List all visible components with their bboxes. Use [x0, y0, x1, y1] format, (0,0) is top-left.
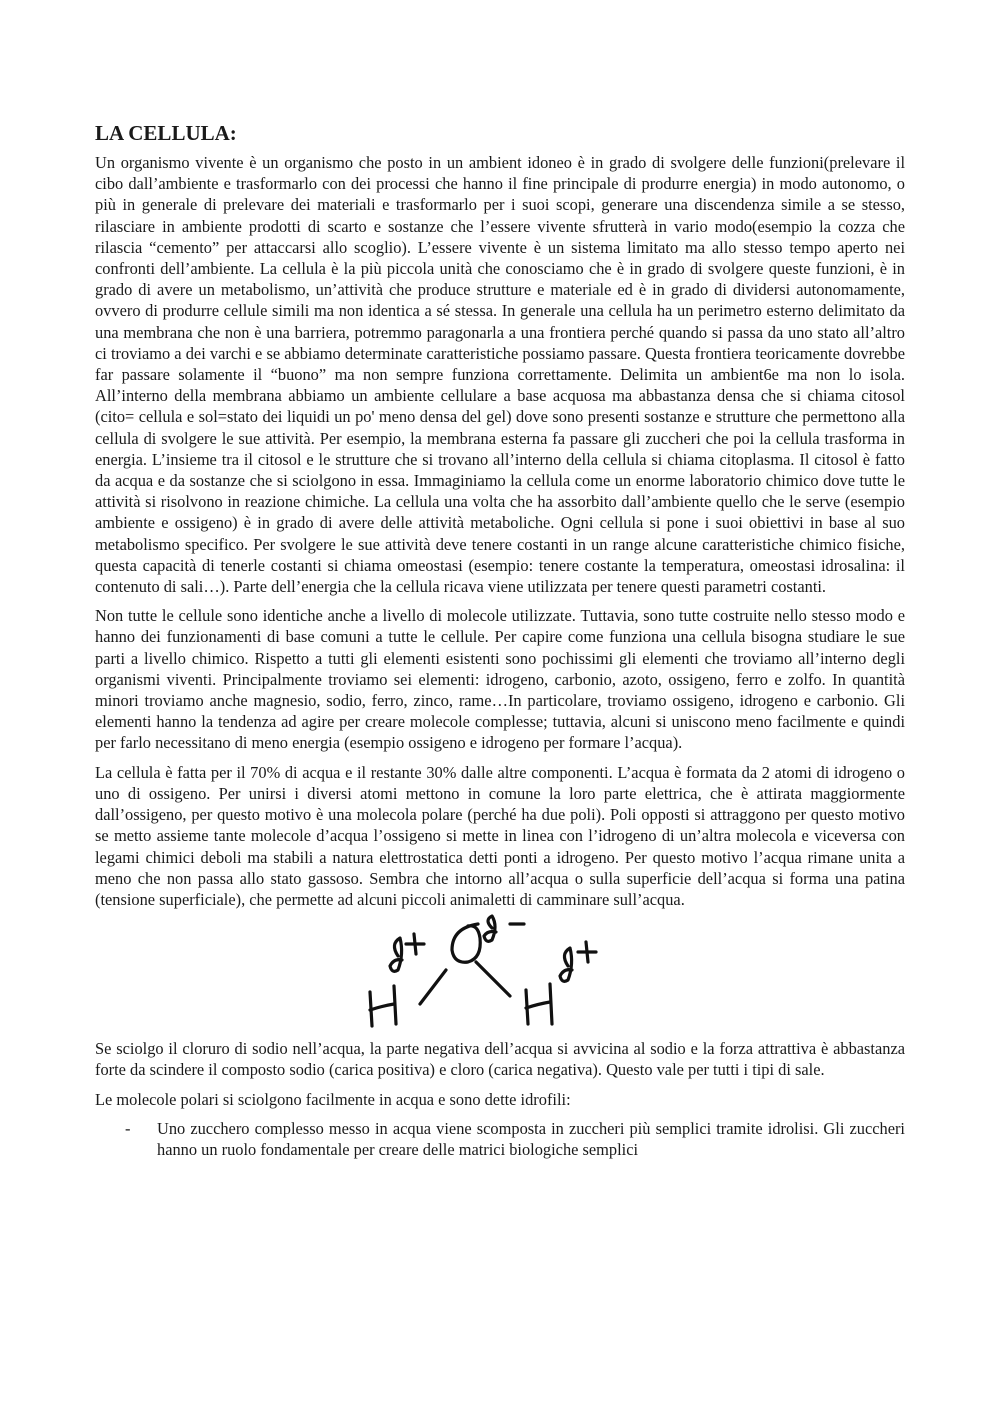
paragraph-4: Se sciolgo il cloruro di sodio nell’acqua, la parte negativa dell’acqua si avvicina al sodio e la forza attrattiva è abbastanza forte da scindere il composto sodio (carica positiva) e cloro (carica negativa). Questo vale per tutti i tipi di sale.: [95, 1039, 905, 1080]
paragraph-1: Un organismo vivente è un organismo che posto in un ambient idoneo è in grado di svolgere delle funzioni(prelevare il cibo dall’ambiente e trasformarlo con dei processi che hanno il fine principale di produrre energia) in modo autonomo, o più in generale di prelevare dei materiali e trasformarlo per i suoi scopi, generare una discendenza simile a se stesso, rilasciare in ambiente prodotti di scarto e sostanze che l’essere vivente sfrutterà in vario modo(esempio la cozza che rilascia “cemento” per attaccarsi allo scoglio). L’essere vivente è un sistema limitato ma allo stesso tempo aperto nei confronti dell’ambiente. La cellula è la più piccola unità che conosciamo che è in grado di svolgere queste funzioni, è in grado di avere un metabolismo, un’attività che produce strutture e materiale ed è in grado di dividersi autonomamente, ovvero di produrre cellule simili ma non identica a sé stessa. In generale una cellula ha un perimetro esterno delimitato da una membrana che non è una barriera, potremmo paragonarla a una frontiera perché quando si passa da uno stato all’altro ci troviamo a dei varchi e se abbiamo determinate caratteristiche possiamo passare. Questa frontiera teoricamente dovrebbe far passare solamente il “buono” ma non sempre funziona correttamente. Delimita un ambient6e ma non lo isola. All’interno della membrana abbiamo un ambiente cellulare a base acquosa ma abbastanza densa che si chiama citosol (cito= cellula e sol=stato dei liquidi un po' meno densa del gel) dove sono presenti sostanze e strutture che permettono alla cellula di svolgere le sue attività. Per esempio, la membrana esterna fa passare gli zuccheri che poi la cellula trasforma in energia. L’insieme tra il citosol e le strutture che si trovano all’interno della cellula si chiama citoplasma. Il citosol è fatto da acqua e da sostanze che si sciolgono in essa. Immaginiamo la cellula come un enorme laboratorio chimico dove tutte le attività si risolvono in reazione chimiche. La cellula una volta che ha assorbito dall’ambiente quello che le serve (esempio ambiente e ossigeno) è in grado di avere delle attività metaboliche. Ogni cellula si pone i suoi obiettivi in base al suo metabolismo specifico. Per svolgere le sue attività deve tenere costanti in un range alcune caratteristiche chimico fisiche, questa capacità di tenerle costanti si chiama omeostasi (esempio: tenere costante la temperatura, omeostasi idrosalina: il contenuto di sali…). Parte dell’energia che la cellula ricava viene utilizzata per tenere questi parametri costanti.: [95, 153, 905, 597]
document-title: LA CELLULA:: [95, 121, 237, 145]
list-item: [95, 1118, 905, 1160]
dash-bullet: -: [125, 1118, 131, 1138]
list-item-text: Uno zucchero complesso messo in acqua viene scomposta in zuccheri più semplici tramite idrolisi. Gli zuccheri hanno un ruolo fondamentale per creare delle matrici biologiche semplici: [157, 1118, 905, 1159]
paragraph-2: Non tutte le cellule sono identiche anche a livello di molecole utilizzate. Tuttavia, sono tutte costruite nello stesso modo e hanno dei funzionamenti di base comuni a tutte le cellule. Per capire come funziona una cellula bisogna studiare le sue parti a livello chimico. Rispetto a tutti gli elementi esistenti sono pochissimi gli elementi che troviamo all’interno degli organismi viventi. Principalmente troviamo sei elementi: idrogeno, carbonio, azoto, ossigeno, ferro e zolfo. In quantità minori troviamo anche magnesio, sodio, ferro, zinco, rame…In particolare, troviamo ossigeno, idrogeno e carbonio. Gli elementi hanno la tendenza ad agire per creare molecole complesse; tuttavia, alcuni si uniscono meno facilmente e quindi per farlo necessitano di meno energia (esempio ossigeno e idrogeno per formare l’acqua).: [95, 606, 905, 753]
paragraph-5: Le molecole polari si sciolgono facilmente in acqua e sono dette idrofili:: [95, 1089, 571, 1109]
water-molecule-sketch-icon: [360, 914, 620, 1030]
water-molecule-sketch: [95, 914, 905, 1030]
document-body: [95, 120, 905, 1160]
bullet-list: [95, 1118, 905, 1160]
paragraph-3: La cellula è fatta per il 70% di acqua e il restante 30% dalle altre componenti. L’acqua è formata da 2 atomi di idrogeno o uno di ossigeno. Per unirsi i diversi atomi mettono in comune la loro parte elettrica, che è attirata maggiormente dall’ossigeno, per questo motivo è una molecola polare (perché ha due poli). Poli opposti si attraggono per questo motivo se metto assieme tante molecole d’acqua l’ossigeno si mette in linea con l’idrogeno di un’altra molecola e viceversa con legami chimici deboli ma stabili a natura elettrostatica detti ponti a idrogeno. Per questo motivo l’acqua rimane unita a meno che non passa allo stato gassoso. Sembra che intorno all’acqua o sulla superficie dell’acqua si forma una patina (tensione superficiale), che permette ad alcuni piccoli animaletti di camminare sull’acqua.: [95, 762, 905, 909]
